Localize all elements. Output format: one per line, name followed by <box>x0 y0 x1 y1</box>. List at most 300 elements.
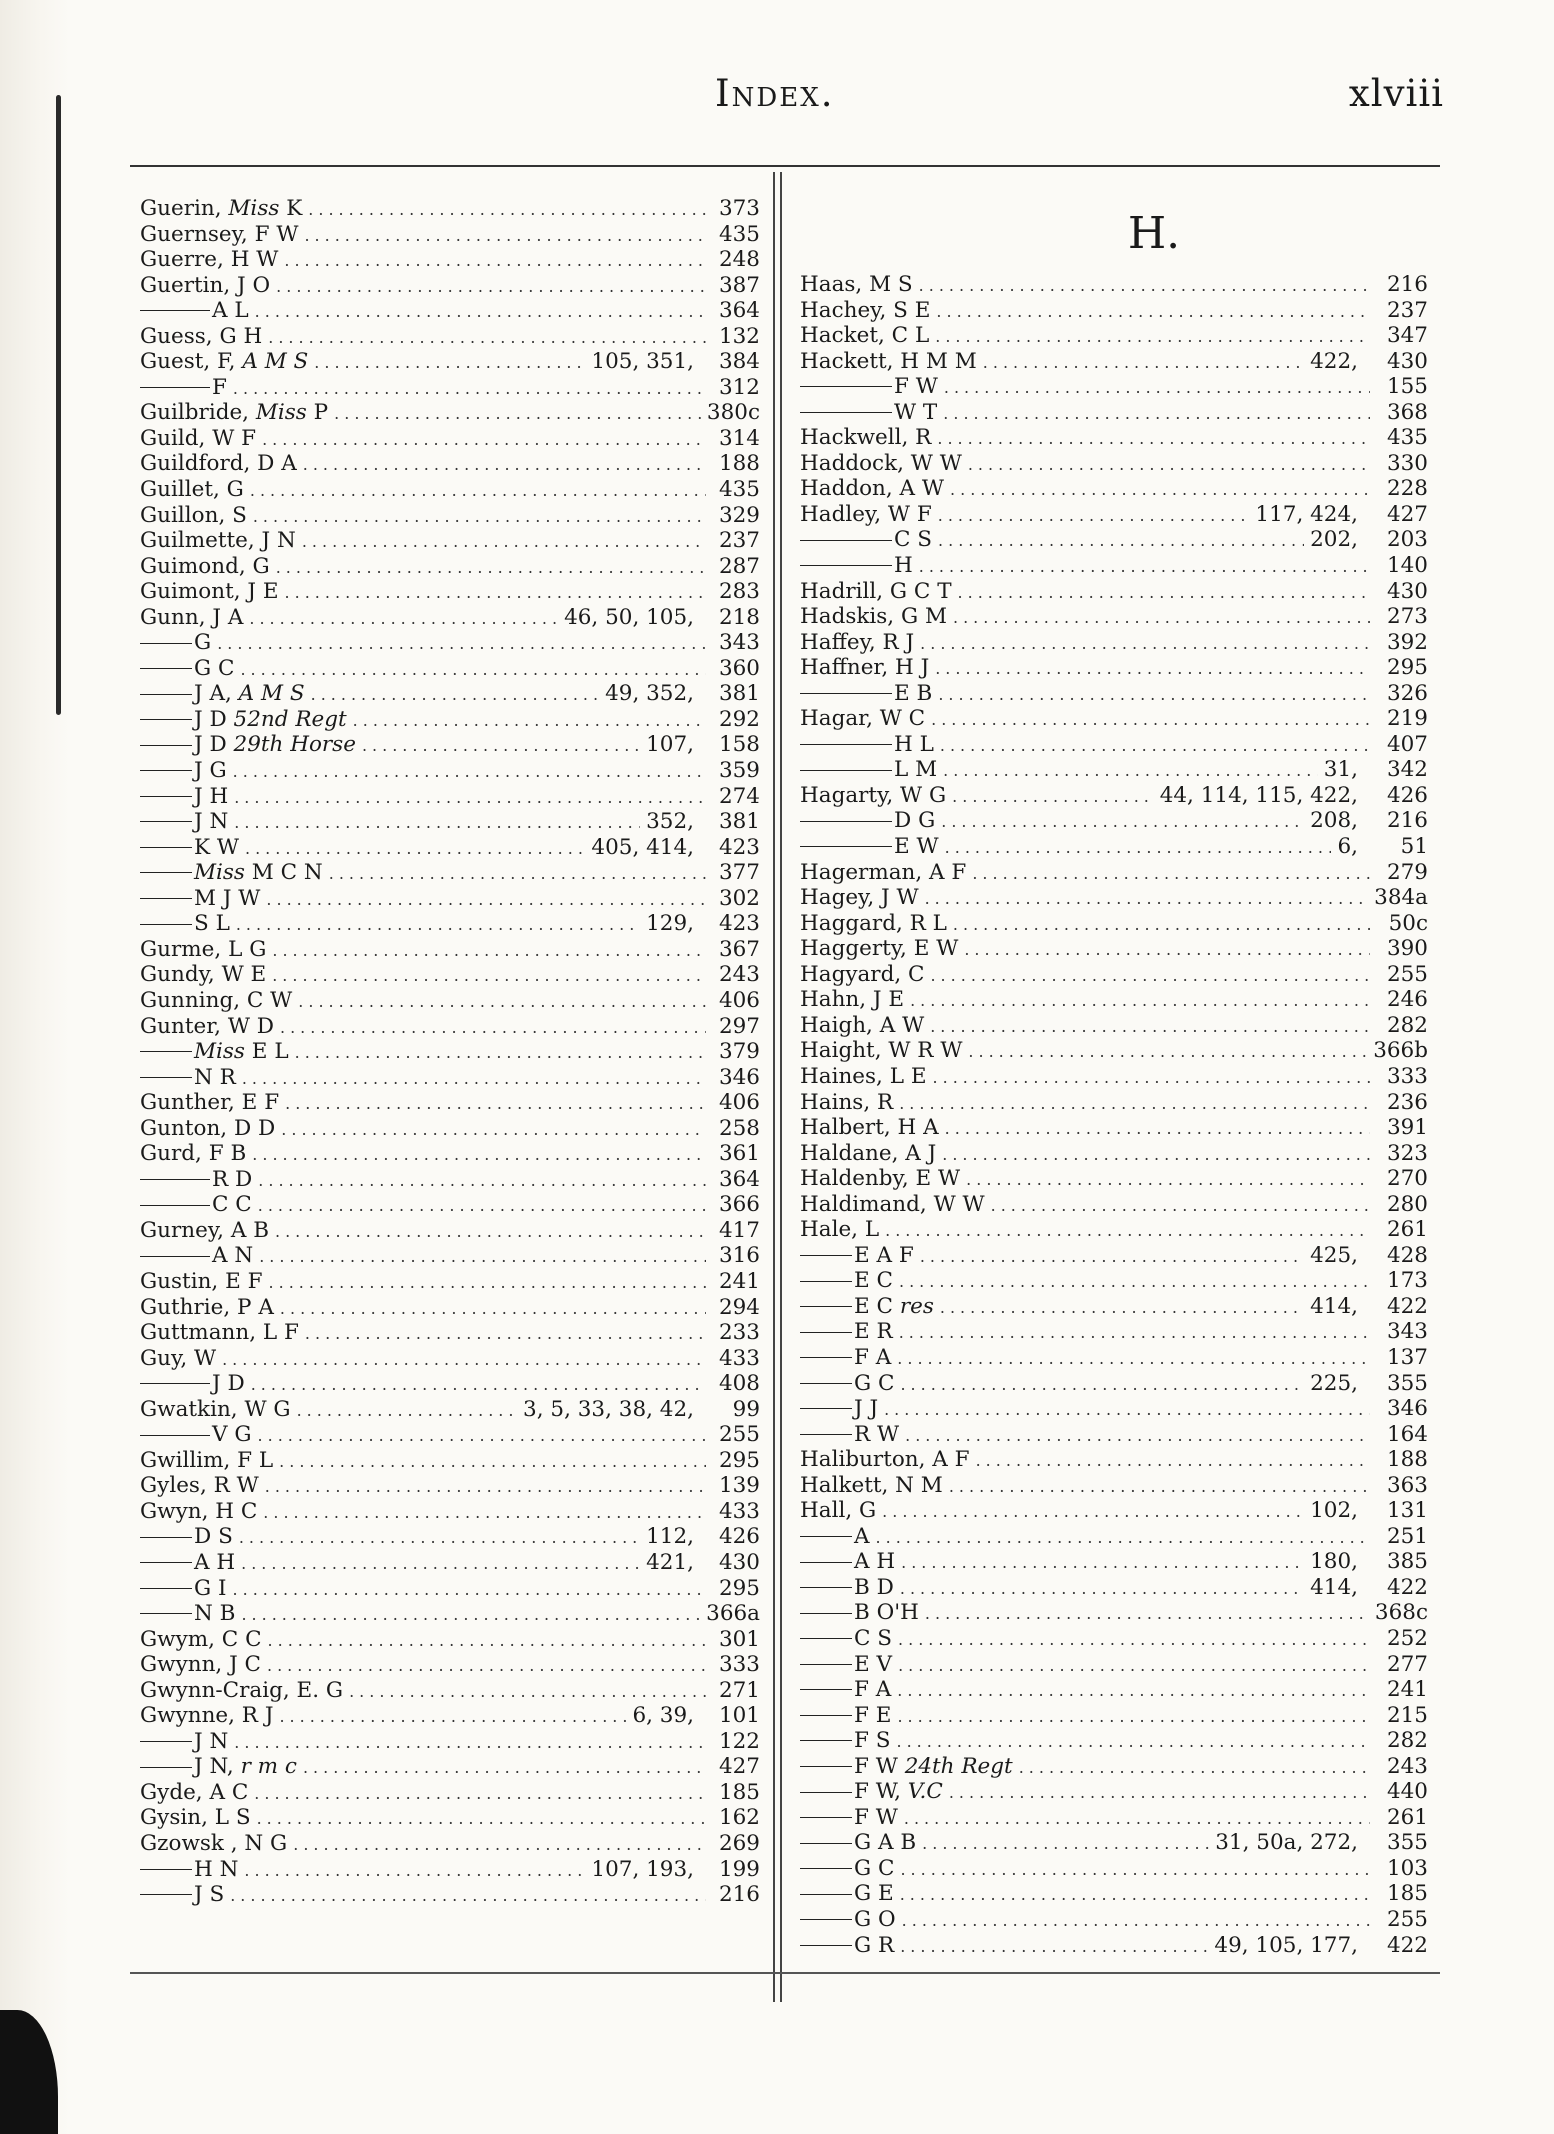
entry-name: Haines, L E <box>800 1063 927 1089</box>
entry-references: 405, 414, <box>591 834 694 860</box>
leader-dots <box>280 1015 706 1041</box>
entry-page: 408 <box>718 1371 760 1397</box>
entry-references: 107, 193, <box>591 1856 694 1882</box>
leader-dots <box>276 274 706 300</box>
leader-dots <box>930 963 1370 989</box>
entry-page: 255 <box>1386 1907 1428 1932</box>
entry-references: 425, <box>1310 1242 1358 1268</box>
entry-page: 188 <box>718 451 760 477</box>
entry-page: 216 <box>1386 272 1428 297</box>
index-entry <box>800 1422 1428 1448</box>
entry-name: Gurd, F B <box>140 1141 247 1167</box>
entry-references: 225, <box>1310 1370 1358 1396</box>
entry-page: 99 <box>732 1396 760 1422</box>
index-entry <box>140 1524 760 1550</box>
entry-page: 361 <box>718 1141 760 1167</box>
leader-dots <box>258 1168 706 1194</box>
entry-references: 117, 424, <box>1255 501 1358 527</box>
index-entry <box>800 476 1428 502</box>
ditto-dash <box>140 1588 192 1589</box>
index-entry <box>800 527 1428 553</box>
ditto-dash <box>800 1689 852 1690</box>
index-entry <box>140 1882 760 1908</box>
index-entry <box>140 451 760 477</box>
entry-references: 3, 5, 33, 38, 42, <box>523 1396 694 1422</box>
leader-dots <box>233 759 706 785</box>
entry-name: Guess, G H <box>140 323 263 349</box>
entry-name: D G <box>894 808 936 834</box>
ditto-dash <box>800 1868 852 1869</box>
index-entry <box>140 579 760 605</box>
entry-page: 430 <box>718 1549 760 1575</box>
entry-page: 426 <box>1386 782 1428 808</box>
entry-name: Guest, F, A M S <box>140 349 309 375</box>
leader-dots <box>349 1679 706 1705</box>
entry-name: B O'H <box>854 1600 919 1626</box>
leader-dots <box>242 1066 706 1092</box>
entry-references: 107, <box>646 732 694 758</box>
leader-dots <box>897 1346 1370 1372</box>
leader-dots <box>933 1065 1370 1091</box>
entry-name: F A <box>854 1344 892 1370</box>
leader-dots <box>931 707 1370 733</box>
index-entry <box>140 1678 760 1704</box>
entry-page: 50c <box>1388 910 1428 936</box>
entry-name: Haight, W R W <box>800 1038 963 1064</box>
entry-page: 219 <box>1386 706 1428 732</box>
leader-dots <box>276 555 706 581</box>
entry-page: 295 <box>718 1447 760 1473</box>
entry-page: 233 <box>718 1320 760 1346</box>
index-entry <box>800 451 1428 477</box>
entry-name: Gysin, L S <box>140 1805 251 1831</box>
entry-name: Gurme, L G <box>140 936 267 962</box>
entry-name: Haldane, A J <box>800 1140 937 1166</box>
entry-page: 228 <box>1386 476 1428 502</box>
leader-dots <box>239 1525 640 1551</box>
entry-name: H N <box>194 1856 239 1882</box>
leader-dots <box>251 1372 706 1398</box>
index-entry <box>140 349 760 375</box>
index-entry <box>140 1167 760 1193</box>
entry-name: Guerin, Miss K <box>140 196 303 221</box>
ditto-dash <box>800 540 892 541</box>
entry-page: 243 <box>718 962 760 988</box>
leader-dots <box>922 1831 1209 1857</box>
ditto-dash <box>800 1843 852 1844</box>
entry-name: Gyles, R W <box>140 1473 259 1499</box>
entry-page: 346 <box>1386 1396 1428 1422</box>
index-entry <box>800 1779 1428 1805</box>
leader-dots <box>885 1218 1370 1244</box>
leader-dots <box>266 887 706 913</box>
index-entry <box>140 962 760 988</box>
entry-name: J N <box>194 1728 229 1754</box>
entry-name: E W <box>894 834 939 860</box>
leader-dots <box>899 1320 1370 1346</box>
leader-dots <box>244 1858 585 1884</box>
entry-page: 385 <box>1386 1549 1428 1575</box>
index-entry <box>800 1881 1428 1907</box>
index-entry <box>800 1166 1428 1192</box>
entry-page: 427 <box>1386 501 1428 527</box>
index-entry <box>140 988 760 1014</box>
entry-name: H L <box>894 731 934 757</box>
entry-page: 435 <box>718 477 760 503</box>
ditto-dash <box>800 1434 852 1435</box>
entry-name: J N <box>194 809 229 835</box>
entry-name: Guildford, D A <box>140 451 297 477</box>
leader-dots <box>305 1321 706 1347</box>
index-entry <box>140 1192 760 1218</box>
entry-name: Gwynn-Craig, E. G <box>140 1677 344 1703</box>
leader-dots <box>938 682 1370 708</box>
leader-dots <box>280 1296 706 1322</box>
leader-dots <box>920 631 1370 657</box>
entry-page: 433 <box>718 1345 760 1371</box>
entry-page: 381 <box>718 681 760 707</box>
ditto-dash <box>140 719 192 720</box>
entry-name: A N <box>212 1243 254 1269</box>
entry-page: 364 <box>718 298 760 324</box>
section-letter: H. <box>1127 208 1181 259</box>
leader-dots <box>945 835 1332 861</box>
entry-page: 280 <box>1386 1191 1428 1217</box>
leader-dots <box>259 1244 706 1270</box>
entry-name: F S <box>854 1728 891 1754</box>
index-entry <box>140 400 760 426</box>
entry-name: Guilbride, Miss P <box>140 400 329 426</box>
index-entry <box>140 886 760 912</box>
entry-name: G A B <box>854 1830 917 1856</box>
index-entry <box>800 1498 1428 1524</box>
entry-name: Gwynne, R J <box>140 1703 274 1729</box>
entry-name: Gwillim, F L <box>140 1447 274 1473</box>
entry-name: J D <box>212 1371 245 1397</box>
ditto-dash <box>800 1613 852 1614</box>
ditto-dash <box>800 1664 852 1665</box>
entry-references: 46, 50, 105, <box>564 604 694 630</box>
leader-dots <box>964 937 1370 963</box>
entry-page: 215 <box>1386 1702 1428 1728</box>
entry-page: 384 <box>718 349 760 375</box>
entry-name: Halkett, N M <box>800 1472 943 1498</box>
entry-name: Guimont, J E <box>140 579 279 605</box>
ditto-dash <box>800 1817 852 1818</box>
entry-references: 49, 105, 177, <box>1214 1932 1358 1958</box>
entry-name: J N, r m c <box>194 1754 297 1780</box>
leader-dots <box>265 1474 706 1500</box>
entry-name: Guerre, H W <box>140 247 279 273</box>
entry-page: 122 <box>718 1728 760 1754</box>
entry-page: 301 <box>718 1626 760 1652</box>
leader-dots <box>233 1577 706 1603</box>
entry-page: 379 <box>718 1039 760 1065</box>
index-entry <box>140 1269 760 1295</box>
entry-name: Hagyard, C <box>800 961 925 987</box>
index-entry <box>140 222 760 248</box>
index-entry <box>800 1805 1428 1831</box>
entry-page: 342 <box>1386 757 1428 783</box>
entry-name: Haldenby, E W <box>800 1166 961 1192</box>
entry-page: 283 <box>718 579 760 605</box>
column-divider-inner <box>780 172 782 2002</box>
index-entry <box>800 323 1428 349</box>
entry-page: 203 <box>1386 527 1428 553</box>
ditto-dash <box>140 1767 192 1768</box>
index-entry <box>140 298 760 324</box>
entry-page: 368 <box>1386 399 1428 425</box>
index-entry <box>140 860 760 886</box>
leader-dots <box>902 1908 1370 1934</box>
entry-name: J G <box>194 758 227 784</box>
leader-dots <box>925 886 1369 912</box>
index-column-right <box>800 196 1428 1958</box>
index-entry <box>140 1014 760 1040</box>
ditto-dash <box>140 694 192 695</box>
index-entry <box>800 655 1428 681</box>
leader-dots <box>953 605 1370 631</box>
leader-dots <box>966 1167 1370 1193</box>
index-entry <box>140 1627 760 1653</box>
entry-page: 430 <box>1386 348 1428 374</box>
entry-name: Hagerman, A F <box>800 859 967 885</box>
entry-page: 435 <box>1386 425 1428 451</box>
index-entry <box>800 425 1428 451</box>
leader-dots <box>900 1857 1370 1883</box>
entry-page: 185 <box>1386 1881 1428 1907</box>
entry-name: F A <box>854 1677 892 1703</box>
entry-page: 216 <box>1386 808 1428 834</box>
index-entry <box>140 630 760 656</box>
ditto-dash <box>140 1383 210 1384</box>
ditto-dash <box>140 643 192 644</box>
leader-dots <box>900 1934 1208 1960</box>
leader-dots <box>249 606 558 632</box>
entry-page: 392 <box>1386 629 1428 655</box>
index-entry <box>800 834 1428 860</box>
ditto-dash <box>140 1051 192 1052</box>
index-entry <box>800 1754 1428 1780</box>
leader-dots <box>896 1729 1370 1755</box>
entry-page: 188 <box>1386 1447 1428 1473</box>
entry-name: Miss E L <box>194 1039 289 1065</box>
entry-page: 427 <box>718 1754 760 1780</box>
leader-dots <box>267 1653 706 1679</box>
leader-dots <box>255 299 706 325</box>
ditto-dash <box>800 1357 852 1358</box>
leader-dots <box>302 529 706 555</box>
ditto-dash <box>140 770 192 771</box>
entry-name: Hackett, H M M <box>800 348 977 374</box>
entry-name: Hagey, J W <box>800 885 919 911</box>
index-entry <box>800 400 1428 426</box>
entry-name: Hadrill, G C T <box>800 578 952 604</box>
entry-name: Gyde, A C <box>140 1779 249 1805</box>
leader-dots <box>910 988 1370 1014</box>
ditto-dash <box>800 1792 852 1793</box>
leader-dots <box>254 1781 706 1807</box>
index-entry <box>140 528 760 554</box>
entry-page: 237 <box>718 528 760 554</box>
entry-page: 367 <box>718 936 760 962</box>
index-entry <box>800 630 1428 656</box>
entry-page: 282 <box>1386 1012 1428 1038</box>
entry-name: Haggard, R L <box>800 910 947 936</box>
leader-dots <box>269 1270 706 1296</box>
entry-page: 314 <box>718 425 760 451</box>
entry-name: C C <box>212 1192 252 1218</box>
leader-dots <box>295 1040 706 1066</box>
ditto-dash <box>140 1562 192 1563</box>
entry-name: Gwynn, J C <box>140 1652 261 1678</box>
index-entry <box>140 1397 760 1423</box>
entry-name: G R <box>854 1932 895 1958</box>
entry-page: 422 <box>1386 1932 1428 1958</box>
leader-dots <box>943 758 1318 784</box>
entry-name: F W 24th Regt <box>854 1753 1013 1779</box>
entry-page: 384a <box>1374 885 1428 911</box>
page-title: Index. <box>715 72 835 115</box>
ditto-dash <box>140 898 192 899</box>
entry-name: Hackwell, R <box>800 425 932 451</box>
ditto-dash <box>140 1077 192 1078</box>
index-entry <box>800 1600 1428 1626</box>
index-entry <box>140 937 760 963</box>
leader-dots <box>234 1730 706 1756</box>
ditto-dash <box>800 386 892 387</box>
index-entry <box>800 1141 1428 1167</box>
entry-page: 347 <box>1386 323 1428 349</box>
entry-page: 406 <box>718 1090 760 1116</box>
top-rule <box>130 165 1440 167</box>
index-entry <box>800 1192 1428 1218</box>
leader-dots <box>884 1397 1370 1423</box>
entry-page: 346 <box>718 1064 760 1090</box>
ditto-dash <box>140 1869 192 1870</box>
entry-page: 255 <box>1386 961 1428 987</box>
entry-page: 294 <box>718 1294 760 1320</box>
leader-dots <box>953 912 1370 938</box>
ditto-dash <box>800 1638 852 1639</box>
leader-dots <box>297 1398 517 1424</box>
index-entry <box>800 808 1428 834</box>
entry-page: 366 <box>718 1192 760 1218</box>
entry-page: 273 <box>1386 604 1428 630</box>
entry-name: Hahn, J E <box>800 987 905 1013</box>
index-entry <box>800 1652 1428 1678</box>
entry-name: E R <box>854 1319 893 1345</box>
entry-name: A H <box>854 1549 896 1575</box>
index-entry <box>800 1268 1428 1294</box>
leader-dots <box>258 1423 706 1449</box>
entry-page: 282 <box>1386 1728 1428 1754</box>
ditto-dash <box>800 1255 852 1256</box>
leader-dots <box>904 1806 1370 1832</box>
leader-dots <box>941 809 1304 835</box>
leader-dots <box>263 1500 706 1526</box>
leader-dots <box>936 299 1370 325</box>
leader-dots <box>938 503 1250 529</box>
entry-name: N R <box>194 1064 236 1090</box>
leader-dots <box>272 938 706 964</box>
entry-page: 269 <box>718 1831 760 1856</box>
entry-name: Hachey, S E <box>800 297 931 323</box>
entry-name: C S <box>894 527 933 553</box>
index-entry <box>140 605 760 631</box>
ditto-dash <box>800 565 892 566</box>
index-entry <box>800 1090 1428 1116</box>
entry-name: Guillet, G <box>140 477 244 503</box>
leader-dots <box>940 733 1370 759</box>
entry-name: Gwatkin, W G <box>140 1396 291 1422</box>
leader-dots <box>935 656 1370 682</box>
index-entry <box>140 1780 760 1806</box>
entry-name: Guild, W F <box>140 425 257 451</box>
entry-page: 422 <box>1386 1574 1428 1600</box>
entry-name: R W <box>854 1421 900 1447</box>
ditto-dash <box>800 1383 852 1384</box>
leader-dots <box>972 861 1370 887</box>
ditto-dash <box>140 1613 192 1614</box>
leader-dots <box>968 1039 1367 1065</box>
leader-dots <box>945 1116 1370 1142</box>
ditto-dash <box>140 1435 210 1436</box>
index-entry <box>800 936 1428 962</box>
ditto-dash <box>800 412 892 413</box>
index-entry <box>800 374 1428 400</box>
column-divider <box>773 172 775 2002</box>
entry-name: Guimond, G <box>140 553 270 579</box>
index-entry <box>800 1856 1428 1882</box>
index-entry <box>140 426 760 452</box>
ditto-dash <box>800 770 892 771</box>
entry-references: 422, <box>1310 348 1358 374</box>
entry-page: 162 <box>718 1805 760 1831</box>
entry-name: G E <box>854 1881 894 1907</box>
index-entry <box>800 604 1428 630</box>
leader-dots <box>944 375 1370 401</box>
entry-page: 297 <box>718 1013 760 1039</box>
leader-dots <box>298 989 706 1015</box>
index-entry <box>800 1396 1428 1422</box>
ditto-dash <box>800 1536 852 1537</box>
entry-name: H <box>894 553 913 579</box>
entry-page: 316 <box>718 1243 760 1269</box>
entry-page: 329 <box>718 502 760 528</box>
entry-references: 31, <box>1323 757 1358 783</box>
leader-dots <box>949 1780 1370 1806</box>
binding-edge <box>56 95 61 715</box>
entry-page: 366a <box>706 1601 760 1627</box>
index-entry <box>800 1677 1428 1703</box>
entry-page: 333 <box>718 1652 760 1678</box>
entry-page: 377 <box>718 860 760 886</box>
index-entry <box>800 1549 1428 1575</box>
entry-references: 105, 351, <box>591 349 694 375</box>
entry-name: Gurney, A B <box>140 1217 269 1243</box>
entry-page: 246 <box>1386 987 1428 1013</box>
entry-page: 330 <box>1386 450 1428 476</box>
index-entry <box>140 1116 760 1142</box>
leader-dots <box>279 1704 626 1730</box>
entry-page: 251 <box>1386 1523 1428 1549</box>
leader-dots <box>943 401 1370 427</box>
leader-dots <box>311 682 599 708</box>
index-entry <box>140 1576 760 1602</box>
index-entry <box>140 1039 760 1065</box>
entry-page: 236 <box>1386 1089 1428 1115</box>
